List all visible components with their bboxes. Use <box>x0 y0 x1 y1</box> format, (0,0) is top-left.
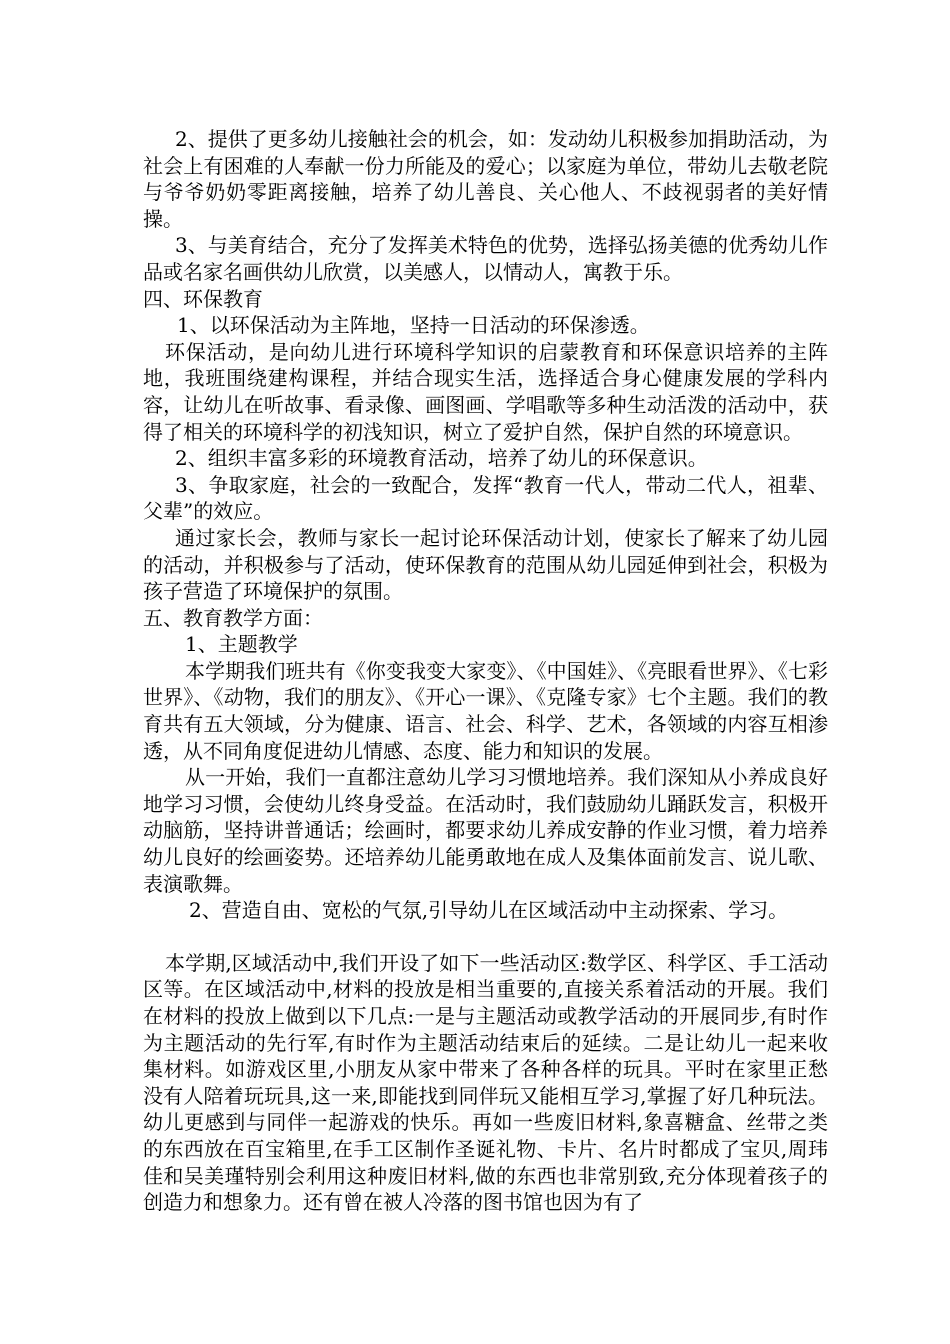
section-heading-teaching: 五、教育教学方面： <box>143 605 323 630</box>
paragraph-social-opportunity: 2、提供了更多幼儿接触社会的机会，如：发动幼儿积极参加捐助活动，为社会上有困难的人奉献一份力所能及的爱心；以家庭为单位，带幼儿去敬老院与爷爷奶奶零距离接触，培养了幼儿善良、关心他人、不歧视弱者的美好情操。 <box>143 127 828 231</box>
paragraph-env-main-position: 1、以环保活动为主阵地，坚持一日活动的环保渗透。 <box>177 313 650 338</box>
paragraph-aesthetic-education: 3、与美育结合，充分了发挥美术特色的优势，选择弘扬美德的优秀幼儿作品或名家名画供幼儿欣赏，以美感人，以情动人，寓教于乐。 <box>143 233 828 284</box>
paragraph-themes: 本学期我们班共有《你变我变大家变》、《中国娃》、《亮眼看世界》、《七彩世界》、《动物，我们的朋友》、《开心一课》、《克隆专家》七个主题。我们的教育共有五大领域，分为健康、语言、社会、科学、艺术，各领域的内容互相渗透，从不同角度促进幼儿情感、态度、能力和知识的发展。 <box>143 658 828 763</box>
subheading-theme-teaching: 1、主题教学 <box>185 632 298 657</box>
paragraph-env-activities: 环保活动，是向幼儿进行环境科学知识的启蒙教育和环保意识培养的主阵地，我班围绕建构课程，并结合现实生活，选择适合身心健康发展的学科内容，让幼儿在听故事、看录像、画图画、学唱歌等多种生动活泼的活动中，获得了相关的环境科学的初浅知识，树立了爱护自然，保护自然的环境意识。 <box>143 339 828 444</box>
paragraph-family-cooperation: 3、争取家庭，社会的一致配合，发挥“教育一代人，带动二代人，祖辈、父辈”的效应。 <box>143 472 828 524</box>
paragraph-gap <box>143 924 828 950</box>
paragraph-study-habits: 从一开始，我们一直都注意幼儿学习习惯地培养。我们深知从小养成良好地学习习惯，会使幼儿终身受益。在活动时，我们鼓励幼儿踊跃发言，积极开动脑筋，坚持讲普通话；绘画时，都要求幼儿养成安静的作业习惯，着力培养幼儿良好的绘画姿势。还培养幼儿能勇敢地在成人及集体面前发言、说儿歌、表演歌舞。 <box>143 765 828 896</box>
paragraph-free-atmosphere: 2、营造自由、宽松的气氛,引导幼儿在区域活动中主动探索、学习。 <box>189 898 789 923</box>
document-body <box>143 126 828 1216</box>
paragraph-area-activities: 本学期,区域活动中,我们开设了如下一些活动区:数学区、科学区、手工活动区等。在区域活动中,材料的投放是相当重要的,直接关系着活动的开展。我们在材料的投放上做到以下几点:一是与主题活动或教学活动的开展同步,有时作为主题活动的先行军,有时作为主题活动结束后的延续。二是让幼儿一起来收集材料。如游戏区里,小朋友从家中带来了各种各样的玩具。平时在家里正愁没有人陪着玩玩具,这一来,即能找到同伴玩又能相互学习,掌握了好几种玩法。幼儿更感到与同伴一起游戏的快乐。再如一些废旧材料,象喜糖盒、丝带之类的东西放在百宝箱里,在手工区制作圣诞礼物、卡片、名片时都成了宝贝,周玮佳和吴美瑾特别会利用这种废旧材料,做的东西也非常别致,充分体现着孩子的创造力和想象力。还有曾在被人冷落的图书馆也因为有了 <box>143 950 828 1215</box>
section-heading-environmental-education: 四、环保教育 <box>143 286 263 311</box>
paragraph-parent-meeting: 通过家长会，教师与家长一起讨论环保活动计划，使家长了解来了幼儿园的活动，并积极参与了活动，使环保教育的范围从幼儿园延伸到社会，积极为孩子营造了环境保护的氛围。 <box>143 525 828 604</box>
paragraph-env-rich-activities: 2、组织丰富多彩的环境教育活动，培养了幼儿的环保意识。 <box>175 446 708 471</box>
